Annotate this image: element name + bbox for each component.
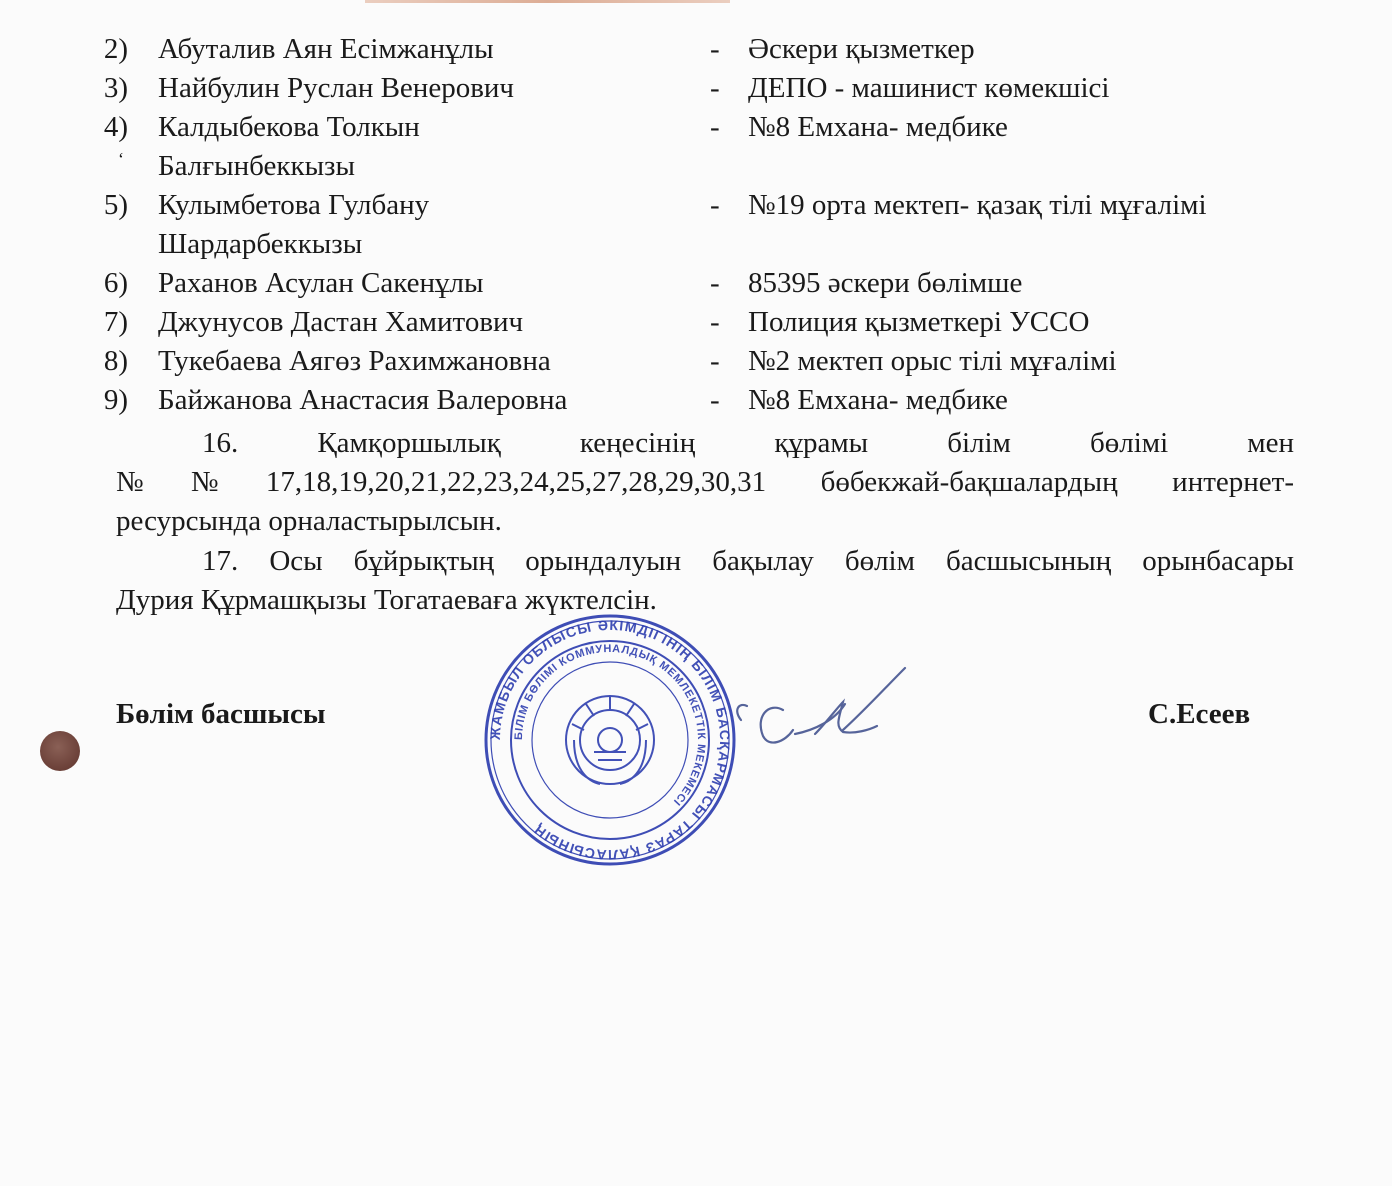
item-number: 8) [103, 345, 128, 377]
official-stamp [482, 612, 738, 868]
member-name: Найбулин Руслан Венерович [158, 72, 514, 104]
member-role: Әскери қызметкер [748, 33, 975, 65]
item-number: 7) [103, 306, 128, 338]
paragraph-16 [116, 424, 1294, 541]
member-role: Полиция қызметкері УССО [748, 306, 1090, 338]
separator-dash: - [710, 267, 720, 299]
list-item [0, 186, 1392, 264]
signatory-position: Бөлім басшысы [116, 698, 326, 730]
paragraph-17-line-1: 17. Осы бұйрықтың орындалуын бақылау бөлім басшысының орынбасары [202, 545, 1294, 577]
separator-dash: - [710, 306, 720, 338]
stamp-outer-text: ЖАМБЫЛ ОБЛЫСЫ ӘКІМДІГІНІҢ БІЛІМ БАСҚАРМАСЫ ТАРАЗ ҚАЛАСЫНЫҢ [486, 616, 734, 864]
member-name: Калдыбекова Толкын Балғынбеккызы [158, 111, 420, 182]
separator-dash: - [710, 111, 720, 143]
list-item [0, 342, 1392, 381]
member-role: №19 орта мектеп- қазақ тілі мұғалімі [748, 189, 1207, 221]
item-number: 9) [103, 384, 128, 416]
member-name: Кулымбетова Гулбану Шардарбеккызы [158, 189, 430, 260]
item-number: 4) [103, 111, 128, 143]
members-list [0, 30, 1392, 420]
paragraph-16-line-2: №№17,18,19,20,21,22,23,24,25,27,28,29,30,31 бөбекжай-бақшалардың интернет- [116, 466, 1294, 498]
handwritten-signature [725, 660, 915, 760]
item-number: 2) [103, 33, 128, 65]
member-role: №8 Емхана- медбике [748, 111, 1008, 143]
list-item [0, 108, 1392, 186]
member-name: Абуталив Аян Есімжанұлы [158, 33, 494, 65]
item-number: 5) [103, 189, 128, 221]
member-name: Тукебаева Аягөз Рахимжановна [158, 345, 551, 377]
stray-mark: ‘ [118, 149, 124, 169]
paragraph-16-line-3: ресурсында орналастырылсын. [116, 505, 502, 537]
list-item [0, 30, 1392, 69]
separator-dash: - [710, 72, 720, 104]
signatory-name: С.Есеев [1148, 698, 1251, 730]
member-name: Раханов Асулан Сакенұлы [158, 267, 484, 299]
separator-dash: - [710, 345, 720, 377]
separator-dash: - [710, 384, 720, 416]
paragraph-16-line-1: 16. Қамқоршылық кеңесінің құрамы білім бөлімі мен [202, 427, 1294, 459]
list-item [0, 381, 1392, 420]
member-role: №2 мектеп орыс тілі мұғалімі [748, 345, 1117, 377]
separator-dash: - [710, 33, 720, 65]
member-name: Байжанова Анастасия Валеровна [158, 384, 568, 416]
member-role: №8 Емхана- медбике [748, 384, 1008, 416]
member-role: ДЕПО - машинист көмекшісі [748, 72, 1110, 104]
item-number: 6) [103, 267, 128, 299]
separator-dash: - [710, 189, 720, 221]
member-role: 85395 әскери бөлімше [748, 267, 1023, 299]
page-top-edge-strip [365, 0, 730, 3]
list-item [0, 303, 1392, 342]
paragraph-17 [116, 542, 1294, 620]
list-item [0, 69, 1392, 108]
kazakhstan-emblem-icon [566, 696, 654, 784]
punch-hole [40, 731, 80, 771]
stamp-inner-text: БІЛІМ БӨЛІМІ КОММУНАЛДЫҚ МЕМЛЕКЕТТІК МЕКЕМЕСІ [512, 642, 708, 808]
member-name: Джунусов Дастан Хамитович [158, 306, 524, 338]
list-item [0, 264, 1392, 303]
item-number: 3) [103, 72, 128, 104]
paragraph-17-line-2: Дурия Құрмашқызы Тогатаевағa жүктелсін. [116, 584, 657, 616]
